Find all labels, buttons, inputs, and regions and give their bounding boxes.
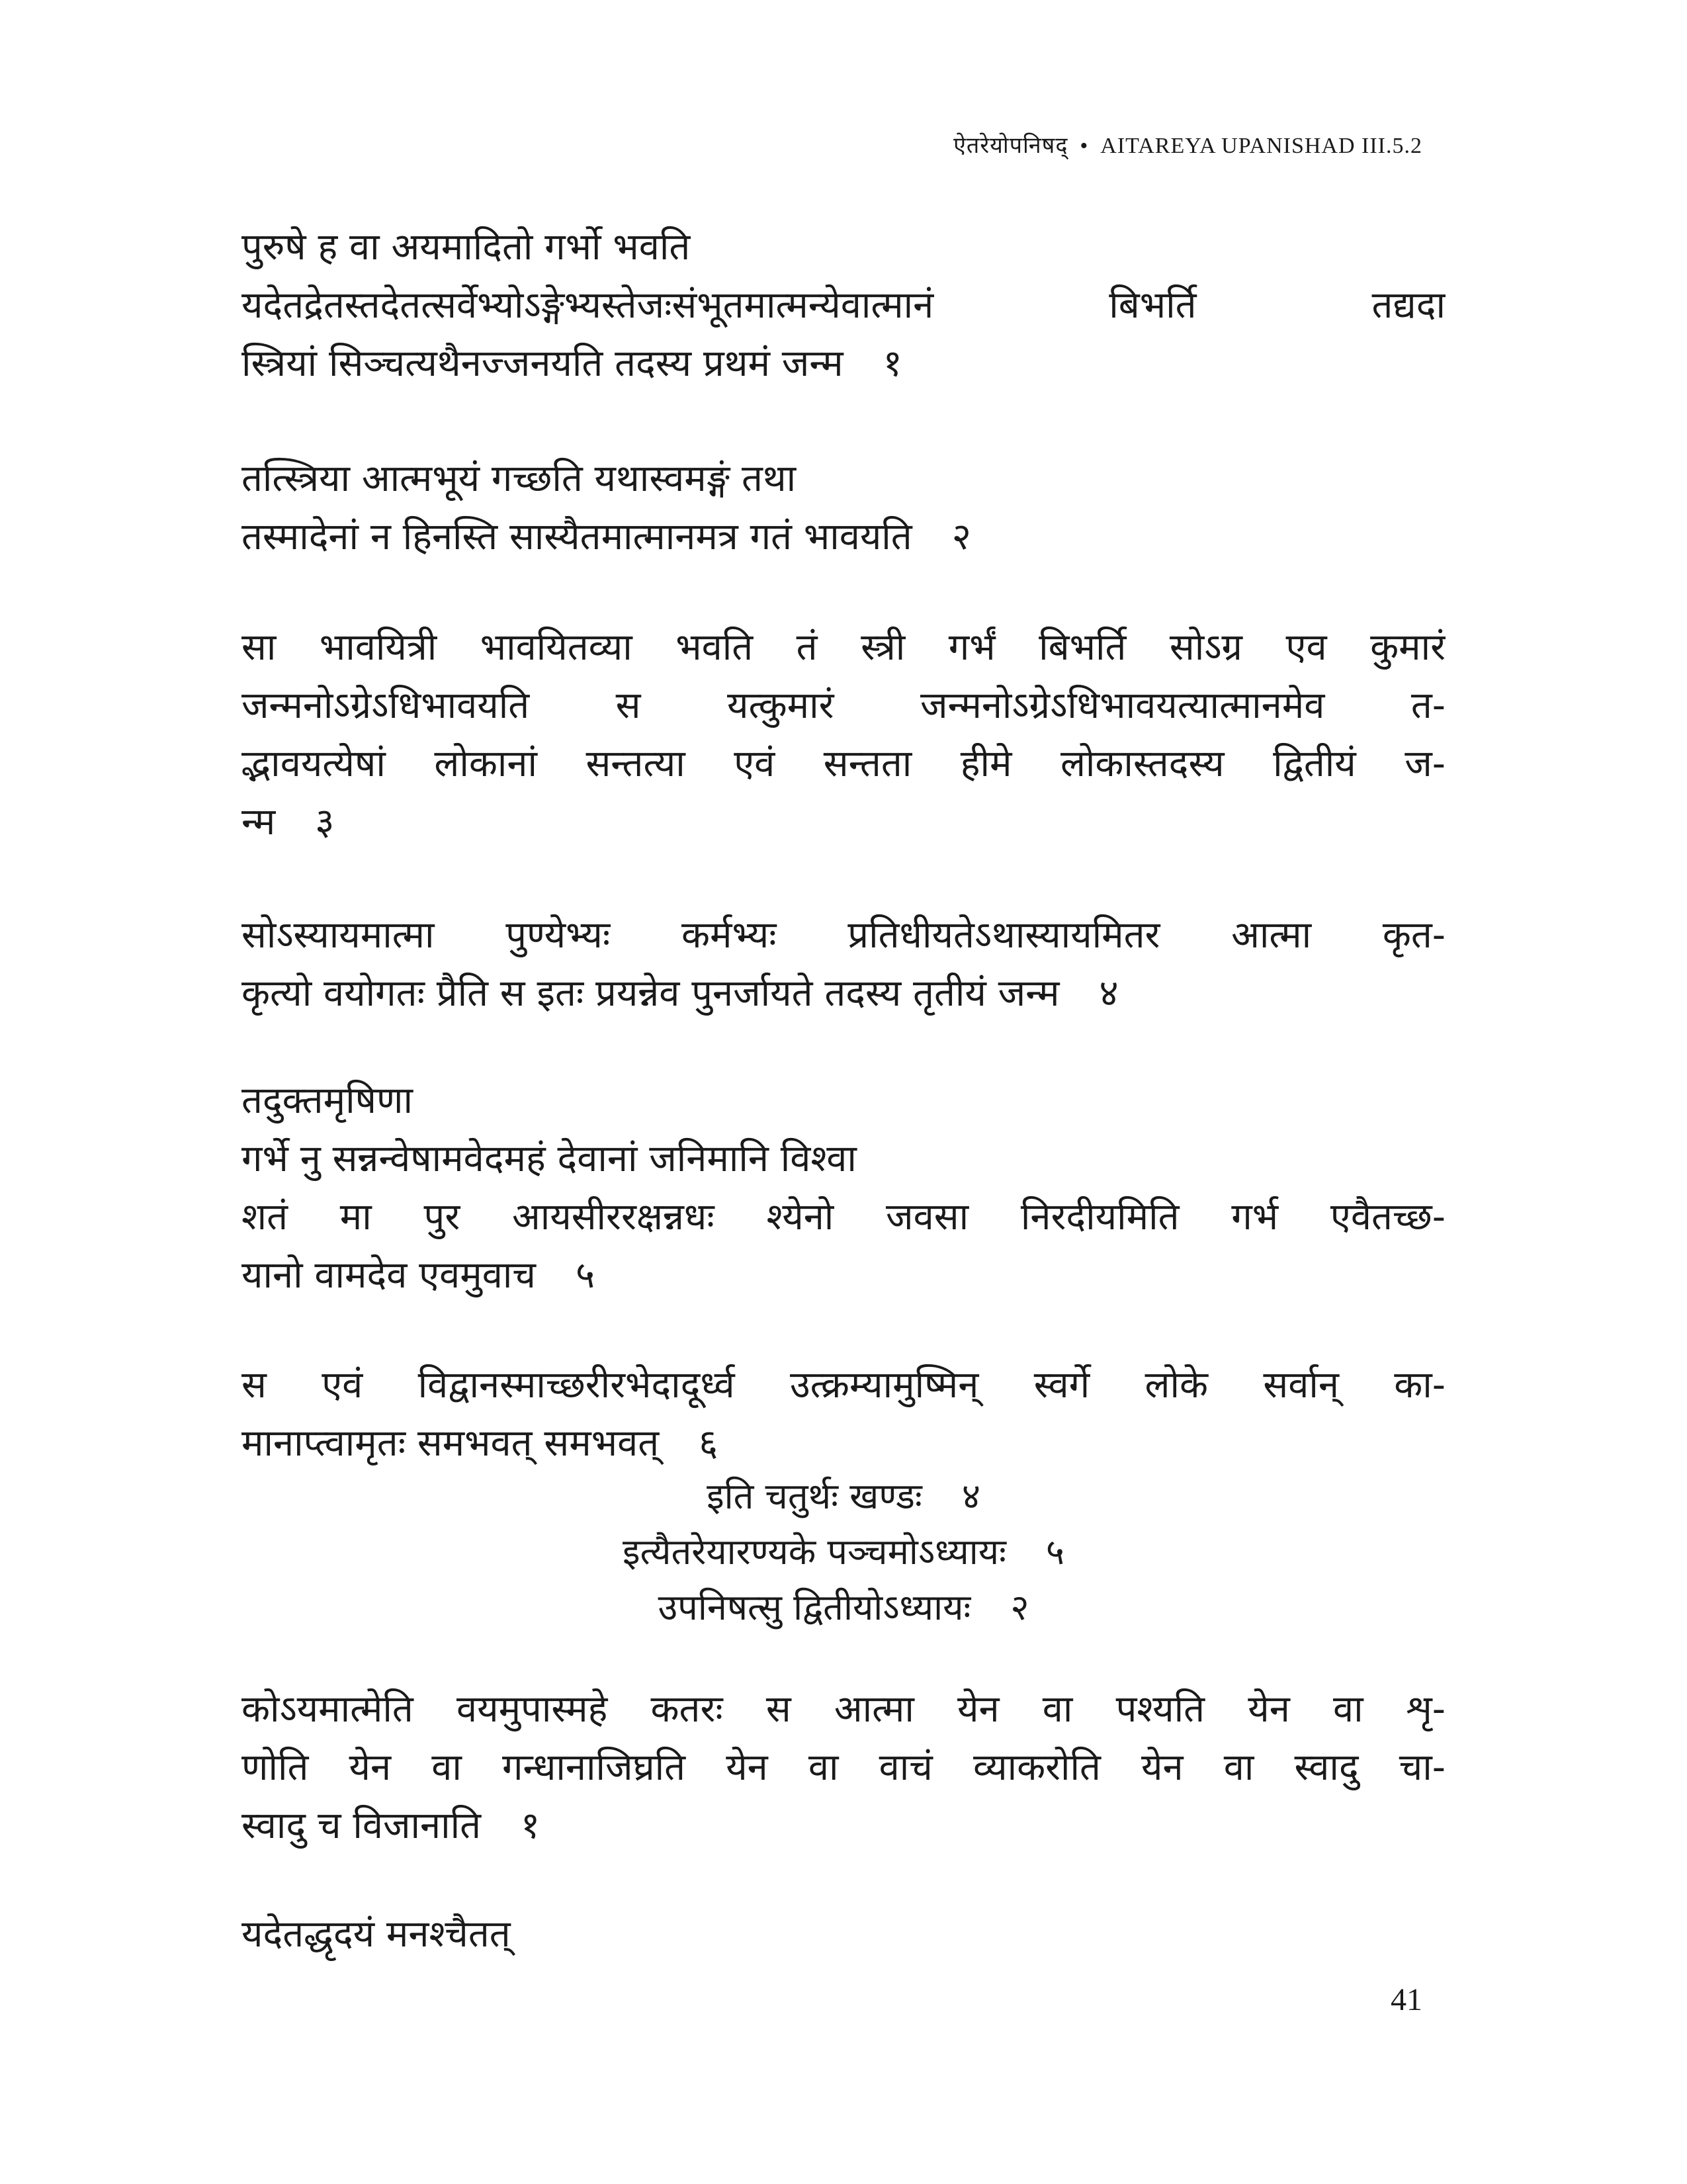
colophon-number: ४ [961,1475,980,1517]
verse-5 [241,1072,1446,1305]
verse-number: ६ [699,1422,718,1465]
verse-1 [241,218,1446,393]
verse-line: सा भावयित्री भावयितव्या भवति तं स्त्री गर्भं बिभर्ति सोऽग्र एव कुमारं [241,626,1446,669]
verse-line: जन्मनोऽग्रेऽधिभावयति स यत्कुमारं जन्मनोऽग्रेऽधिभावयत्यात्मानमेव त- [241,684,1446,727]
verse-line: पुरुषे ह वा अयमादितो गर्भो भवति [241,226,691,269]
colophon-line: उपनिषत्सु द्वितीयोऽध्यायः २ [658,1587,1029,1628]
verse-2 [241,450,1446,566]
verse-line: स्वादु च विजानाति १ [241,1804,541,1847]
verse-line: न्म ३ [241,801,335,844]
verse-number: १ [883,342,902,385]
verse-number: ५ [575,1254,595,1297]
verse-line: कोऽयमात्मेति वयमुपास्महे कतरः स आत्मा येन वा पश्यति येन वा शृ- [241,1688,1446,1731]
verse-4 [241,906,1446,1023]
verse-line: तदुक्तमृषिणा [241,1079,413,1122]
colophon-line: इत्यैतरेयारण्यके पञ्चमोऽध्यायः ५ [622,1531,1065,1573]
verse-line: शतं मा पुर आयसीररक्षन्नधः श्येनो जवसा निरदीयमिति गर्भ एवैतच्छ- [241,1196,1446,1239]
verse-line: गर्भे नु सन्नन्वेषामवेदमहं देवानां जनिमानि विश्वा [241,1137,857,1180]
verse-6 [241,1356,1446,1473]
colophon-number: ५ [1045,1531,1065,1573]
verse-number: २ [951,515,971,558]
verse-3 [241,619,1446,852]
verse-line: णोति येन वा गन्धानाजिघ्रति येन वा वाचं व्याकरोति येन वा स्वादु चा- [241,1746,1446,1789]
verse-next-2 [241,1905,1446,1964]
colophon-number: २ [1010,1587,1029,1628]
running-head-separator: • [1080,134,1089,158]
running-head [953,129,1422,159]
verse-line: तस्मादेनां न हिनस्ति सास्यैतमात्मानमत्र गतं भावयति २ [241,515,971,558]
verse-number: ३ [315,801,335,844]
verse-line: यदेतद्धृदयं मनश्चैतत् [241,1913,511,1956]
verse-line: यदेतद्रेतस्तदेतत्सर्वेभ्योऽङ्गेभ्यस्तेजःसंभूतमात्मन्येवात्मानं बिभर्ति तद्यदा [241,284,1446,327]
verse-line: द्भावयत्येषां लोकानां सन्तत्या एवं सन्तता हीमे लोकास्तदस्य द्वितीयं ज- [241,742,1446,785]
verse-next-1 [241,1681,1446,1855]
running-head-title: AITAREYA UPANISHAD III.5.2 [1100,134,1422,158]
verse-line: तत्स्त्रिया आत्मभूयं गच्छति यथास्वमङ्गं तथा [241,457,797,500]
running-head-devanagari: ऐतरेयोपनिषद् [953,132,1068,159]
verse-line: स एवं विद्वानस्माच्छरीरभेदादूर्ध्व उत्क्रम्यामुष्मिन् स्वर्गे लोके सर्वान् का- [241,1364,1446,1407]
verse-number: १ [521,1804,541,1847]
verse-line: यानो वामदेव एवमुवाच ५ [241,1254,595,1297]
verse-number: ४ [1099,972,1119,1015]
page-number: 41 [1391,1982,1422,2017]
colophon [0,1469,1687,1636]
verse-line: सोऽस्यायमात्मा पुण्येभ्यः कर्मभ्यः प्रतिधीयतेऽथास्यायमितर आत्मा कृत- [241,914,1446,957]
verse-line: कृत्यो वयोगतः प्रैति स इतः प्रयन्नेव पुनर्जायते तदस्य तृतीयं जन्म ४ [241,972,1119,1015]
verse-line: स्त्रियां सिञ्चत्यथैनज्जनयति तदस्य प्रथमं जन्म १ [241,342,902,385]
verse-line: मानाप्त्वामृतः समभवत् समभवत् ६ [241,1422,718,1465]
colophon-line: इति चतुर्थः खण्डः ४ [707,1475,980,1517]
